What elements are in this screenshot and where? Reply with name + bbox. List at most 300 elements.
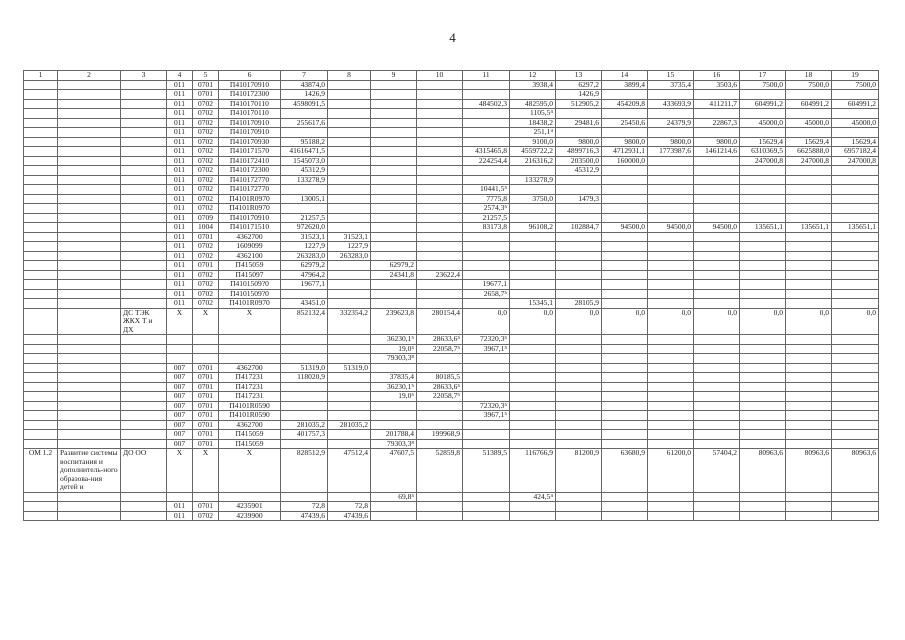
table-cell (281, 401, 328, 411)
table-cell (740, 502, 786, 512)
table-cell (24, 204, 58, 214)
table-cell: 0701 (193, 261, 219, 271)
table-cell: 0701 (193, 232, 219, 242)
table-cell (648, 109, 694, 119)
table-cell (121, 90, 167, 100)
table-cell: 9800,0 (556, 137, 602, 147)
table-cell (510, 401, 556, 411)
table-cell: 011 (167, 299, 193, 309)
table-cell (328, 204, 371, 214)
table-cell: 69,8⁵ (371, 492, 417, 502)
header-cell: 18 (786, 71, 832, 81)
table-cell: 011 (167, 204, 193, 214)
table-cell: 0702 (193, 118, 219, 128)
table-cell: 224254,4 (463, 156, 510, 166)
table-cell (219, 354, 281, 364)
table-cell (694, 289, 740, 299)
table-cell (24, 511, 58, 521)
table-cell (694, 109, 740, 119)
table-cell: 4899716,3 (556, 147, 602, 157)
table-cell: 604991,2 (740, 99, 786, 109)
table-cell (786, 109, 832, 119)
table-cell (832, 382, 879, 392)
table-cell (556, 511, 602, 521)
table-cell (786, 128, 832, 138)
table-cell (24, 223, 58, 233)
table-cell: П4101R0590 (219, 401, 281, 411)
table-cell: 15629,4 (740, 137, 786, 147)
header-cell: 15 (648, 71, 694, 81)
table-cell (510, 280, 556, 290)
table-cell: 45000,0 (832, 118, 879, 128)
table-cell (786, 194, 832, 204)
table-cell (219, 344, 281, 354)
table-cell (58, 420, 121, 430)
table-cell: 4362700 (219, 363, 281, 373)
table-cell (786, 289, 832, 299)
table-cell (121, 335, 167, 345)
table-cell (832, 232, 879, 242)
table-cell (510, 232, 556, 242)
table-cell (694, 251, 740, 261)
table-cell (417, 194, 463, 204)
table-cell: 0702 (193, 289, 219, 299)
table-cell (602, 411, 648, 421)
table-row (24, 270, 879, 280)
table-cell: 28633,6⁵ (417, 335, 463, 345)
table-cell: 007 (167, 373, 193, 383)
table-cell (602, 251, 648, 261)
table-cell: 011 (167, 185, 193, 195)
table-cell: 0702 (193, 185, 219, 195)
table-cell: 011 (167, 280, 193, 290)
table-cell (121, 194, 167, 204)
table-cell (121, 401, 167, 411)
table-cell: 31523,1 (328, 232, 371, 242)
table-cell (786, 299, 832, 309)
table-cell (121, 118, 167, 128)
table-cell: П4101509?0 (219, 289, 281, 299)
table-cell (121, 223, 167, 233)
table-cell (328, 128, 371, 138)
table-row (24, 392, 879, 402)
header-cell: 6 (219, 71, 281, 81)
table-cell (328, 401, 371, 411)
table-cell (58, 411, 121, 421)
table-cell (694, 232, 740, 242)
table-cell (832, 270, 879, 280)
table-cell: 4362100 (219, 251, 281, 261)
table-cell (602, 194, 648, 204)
table-cell (121, 213, 167, 223)
table-cell (58, 90, 121, 100)
table-cell (786, 430, 832, 440)
table-cell (463, 363, 510, 373)
table-cell: 79303,3⁸ (371, 439, 417, 449)
table-cell (167, 335, 193, 345)
table-cell: 7500,0 (832, 80, 879, 90)
table-cell (121, 289, 167, 299)
table-cell (371, 280, 417, 290)
table-cell (602, 382, 648, 392)
table-cell (556, 289, 602, 299)
table-cell (694, 175, 740, 185)
table-cell (694, 213, 740, 223)
table-cell (371, 156, 417, 166)
table-cell (58, 166, 121, 176)
table-cell: 011 (167, 213, 193, 223)
table-cell: 0702 (193, 147, 219, 157)
table-cell (510, 511, 556, 521)
table-cell (24, 99, 58, 109)
table-cell (648, 373, 694, 383)
table-cell: 72320,3⁵ (463, 335, 510, 345)
table-cell (740, 492, 786, 502)
table-cell: 0702 (193, 251, 219, 261)
table-cell: П4101509?0 (219, 280, 281, 290)
table-cell (371, 166, 417, 176)
table-cell: П417231 (219, 392, 281, 402)
table-cell: 6625888,0 (786, 147, 832, 157)
table-cell (58, 289, 121, 299)
table-cell (556, 363, 602, 373)
table-cell: 0701 (193, 373, 219, 383)
table-cell (694, 354, 740, 364)
table-cell (371, 213, 417, 223)
table-cell (281, 392, 328, 402)
table-cell: 0702 (193, 156, 219, 166)
table-cell: 2574,3⁵ (463, 204, 510, 214)
table-cell (556, 185, 602, 195)
table-cell (58, 439, 121, 449)
table-row (24, 223, 879, 233)
table-cell: 0702 (193, 299, 219, 309)
table-cell (832, 261, 879, 271)
table-cell (371, 147, 417, 157)
header-cell: 5 (193, 71, 219, 81)
table-cell (417, 299, 463, 309)
table-cell (786, 363, 832, 373)
table-cell: Развитие системы воспитания и дополнитель-ного образова-ния детей и (58, 449, 121, 493)
table-cell (58, 99, 121, 109)
table-cell (121, 280, 167, 290)
table-cell (832, 128, 879, 138)
table-cell (167, 344, 193, 354)
table-cell (121, 363, 167, 373)
table-cell (510, 166, 556, 176)
table-cell (121, 80, 167, 90)
table-cell (371, 411, 417, 421)
table-cell (371, 223, 417, 233)
table-cell (648, 166, 694, 176)
table-cell: 45312,9 (281, 166, 328, 176)
table-cell (740, 232, 786, 242)
table-cell: 133278,9 (510, 175, 556, 185)
table-cell: 102884,7 (556, 223, 602, 233)
table-cell (740, 204, 786, 214)
table-cell (328, 492, 371, 502)
table-cell (328, 137, 371, 147)
table-cell (556, 270, 602, 280)
table-cell (648, 185, 694, 195)
table-cell (556, 213, 602, 223)
table-cell: П410171570 (219, 147, 281, 157)
table-cell (121, 251, 167, 261)
table-cell: 0702 (193, 99, 219, 109)
table-cell: 95188,2 (281, 137, 328, 147)
table-cell (556, 492, 602, 502)
table-cell: 62979,2 (371, 261, 417, 271)
table-cell: 484502,3 (463, 99, 510, 109)
header-cell: 10 (417, 71, 463, 81)
table-cell (371, 99, 417, 109)
table-cell (694, 401, 740, 411)
table-cell (648, 492, 694, 502)
table-cell: 007 (167, 411, 193, 421)
table-cell: 28105,9 (556, 299, 602, 309)
table-cell (58, 373, 121, 383)
table-cell: 51319,0 (328, 363, 371, 373)
table-cell (121, 354, 167, 364)
table-cell: 160000,0 (602, 156, 648, 166)
table-cell (556, 335, 602, 345)
table-cell (602, 492, 648, 502)
table-cell (24, 289, 58, 299)
table-cell (281, 382, 328, 392)
table-cell: 94500,0 (602, 223, 648, 233)
table-cell: 135651,1 (740, 223, 786, 233)
table-cell (417, 185, 463, 195)
table-cell (371, 109, 417, 119)
table-cell: П410170110 (219, 109, 281, 119)
table-cell (648, 382, 694, 392)
table-cell (648, 261, 694, 271)
table-cell (648, 335, 694, 345)
table-cell (740, 430, 786, 440)
table-cell (417, 439, 463, 449)
table-cell: X (167, 449, 193, 493)
table-row (24, 156, 879, 166)
table-cell (24, 213, 58, 223)
table-cell: 0701 (193, 80, 219, 90)
table-cell (328, 270, 371, 280)
table-cell (602, 392, 648, 402)
table-cell (328, 90, 371, 100)
table-cell: П4101R0970 (219, 194, 281, 204)
table-cell: 1461214,6 (694, 147, 740, 157)
table-cell (417, 204, 463, 214)
table-cell (463, 80, 510, 90)
table-cell (740, 373, 786, 383)
table-cell (694, 492, 740, 502)
table-cell: X (219, 449, 281, 493)
table-cell (371, 420, 417, 430)
table-cell (24, 90, 58, 100)
table-cell (58, 223, 121, 233)
table-cell: 482595,0 (510, 99, 556, 109)
table-cell: 47512,4 (328, 449, 371, 493)
table-cell (786, 420, 832, 430)
table-cell (417, 242, 463, 252)
table-cell: 007 (167, 392, 193, 402)
table-cell (694, 185, 740, 195)
table-cell: 007 (167, 420, 193, 430)
table-cell (786, 335, 832, 345)
table-cell (58, 261, 121, 271)
table-cell: П415059 (219, 430, 281, 440)
table-cell (24, 109, 58, 119)
table-cell: 47964,2 (281, 270, 328, 280)
header-cell: 19 (832, 71, 879, 81)
table-cell (417, 511, 463, 521)
table-cell: 972620,0 (281, 223, 328, 233)
table-cell: П410170910 (219, 118, 281, 128)
table-cell (58, 511, 121, 521)
table-cell (648, 128, 694, 138)
table-cell (58, 175, 121, 185)
table-cell (832, 109, 879, 119)
table-cell (328, 411, 371, 421)
table-cell: 263283,0 (281, 251, 328, 261)
table-cell (510, 430, 556, 440)
table-cell (556, 392, 602, 402)
header-cell: 17 (740, 71, 786, 81)
table-cell (328, 99, 371, 109)
table-cell (24, 137, 58, 147)
table-cell (121, 502, 167, 512)
table-cell: 0701 (193, 420, 219, 430)
table-cell: 3967,1⁵ (463, 411, 510, 421)
table-cell: 203500,0 (556, 156, 602, 166)
table-cell (832, 392, 879, 402)
table-cell (463, 502, 510, 512)
table-cell: 011 (167, 90, 193, 100)
table-cell (786, 344, 832, 354)
table-cell (832, 242, 879, 252)
table-cell: 007 (167, 439, 193, 449)
table-cell (602, 213, 648, 223)
table-cell (602, 502, 648, 512)
table-cell: 3899,4 (602, 80, 648, 90)
table-cell (602, 109, 648, 119)
table-cell (417, 80, 463, 90)
table-cell (510, 289, 556, 299)
table-cell: 3503,6 (694, 80, 740, 90)
table-cell (371, 251, 417, 261)
table-cell (832, 185, 879, 195)
table-cell: П415059 (219, 261, 281, 271)
table-cell (463, 232, 510, 242)
table-cell: 007 (167, 401, 193, 411)
table-cell (740, 242, 786, 252)
table-cell: 1004 (193, 223, 219, 233)
table-cell (121, 270, 167, 280)
table-cell: 0702 (193, 166, 219, 176)
table-cell: 0702 (193, 242, 219, 252)
header-cell: 1 (24, 71, 58, 81)
table-cell (602, 289, 648, 299)
table-cell (417, 166, 463, 176)
table-cell (556, 439, 602, 449)
table-row (24, 502, 879, 512)
table-cell: 9800,0 (648, 137, 694, 147)
table-row (24, 90, 879, 100)
table-cell (58, 502, 121, 512)
table-cell: 011 (167, 118, 193, 128)
table-cell: 0701 (193, 430, 219, 440)
table-cell (694, 420, 740, 430)
table-cell (832, 411, 879, 421)
table-cell (417, 232, 463, 242)
table-cell (694, 502, 740, 512)
table-cell (328, 335, 371, 345)
table-cell (602, 439, 648, 449)
table-cell (371, 299, 417, 309)
table-cell (510, 344, 556, 354)
table-cell: 1479,3 (556, 194, 602, 204)
table-cell (463, 270, 510, 280)
table-cell (121, 299, 167, 309)
table-cell (602, 373, 648, 383)
table-row (24, 204, 879, 214)
table-cell (121, 99, 167, 109)
table-cell (786, 401, 832, 411)
table-cell (24, 185, 58, 195)
table-cell (694, 344, 740, 354)
table-cell (463, 261, 510, 271)
table-cell (24, 308, 58, 335)
table-cell (58, 299, 121, 309)
table-cell (417, 502, 463, 512)
header-cell: 14 (602, 71, 648, 81)
table-cell (556, 175, 602, 185)
table-cell (510, 373, 556, 383)
table-cell (463, 251, 510, 261)
table-cell: П410172300 (219, 166, 281, 176)
table-cell (740, 261, 786, 271)
table-cell: 45000,0 (786, 118, 832, 128)
table-cell (328, 344, 371, 354)
table-row (24, 80, 879, 90)
table-cell: 007 (167, 363, 193, 373)
table-cell (371, 128, 417, 138)
table-cell (602, 232, 648, 242)
table-cell (602, 242, 648, 252)
table-row (24, 511, 879, 521)
table-cell (24, 118, 58, 128)
table-cell: 80185,5 (417, 373, 463, 383)
table-cell (463, 492, 510, 502)
table-cell (58, 280, 121, 290)
table-row (24, 213, 879, 223)
table-cell: 81200,9 (556, 449, 602, 493)
table-cell: П417231 (219, 382, 281, 392)
table-row (24, 185, 879, 195)
table-cell (58, 80, 121, 90)
table-cell (694, 90, 740, 100)
table-cell: 51389,5 (463, 449, 510, 493)
table-cell (556, 204, 602, 214)
table-cell: 255617,6 (281, 118, 328, 128)
table-cell: 199968,9 (417, 430, 463, 440)
table-row (24, 147, 879, 157)
table-cell (121, 128, 167, 138)
table-cell (556, 344, 602, 354)
table-cell (58, 128, 121, 138)
table-cell (832, 363, 879, 373)
table-cell (648, 204, 694, 214)
table-cell: 43451,0 (281, 299, 328, 309)
